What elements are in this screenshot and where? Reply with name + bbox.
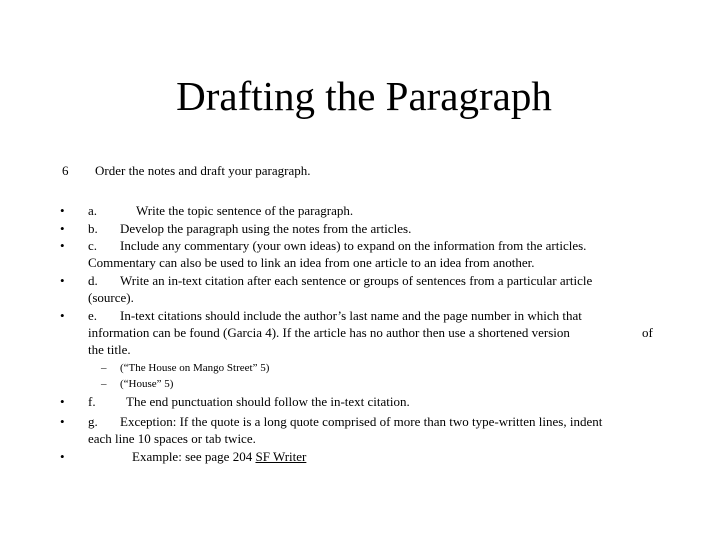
sub-item-2: (“House” 5) (120, 378, 174, 390)
item-e-line2-end: of (642, 325, 653, 340)
item-e-line3: the title. (88, 342, 131, 357)
sf-writer-link[interactable]: SF Writer (255, 449, 307, 464)
item-a-text: Write the topic sentence of the paragraph. (136, 203, 354, 218)
bullet: • (60, 238, 65, 253)
item-e-line2: information can be found (Garcia 4). If the article has no author then use a shortened version (88, 325, 570, 340)
item-b-text: Develop the paragraph using the notes from the articles. (120, 221, 412, 236)
item-e-line1: In-text citations should include the author’s last name and the page number in which that (120, 308, 582, 323)
bullet: • (60, 449, 65, 464)
slide-title: Drafting the Paragraph (176, 73, 552, 119)
bullet: • (60, 414, 65, 429)
item-b-label: b. (88, 221, 98, 236)
item-g-label: g. (88, 414, 98, 429)
bullet: • (60, 394, 65, 409)
item-d-line2: (source). (88, 290, 134, 305)
bullet: • (60, 203, 65, 218)
bullet: • (60, 221, 65, 236)
intro-number: 6 (62, 163, 69, 178)
sub-item-1: (“The House on Mango Street” 5) (120, 362, 270, 374)
example-line (132, 448, 306, 465)
item-c-line1: Include any commentary (your own ideas) to expand on the information from the articles. (120, 238, 587, 253)
item-f-label: f. (88, 394, 96, 409)
dash: – (101, 378, 107, 390)
bullet: • (60, 308, 65, 323)
intro-text: Order the notes and draft your paragraph. (95, 163, 311, 178)
dash: – (101, 362, 107, 374)
item-g-line2: each line 10 spaces or tab twice. (88, 431, 256, 446)
item-d-line1: Write an in-text citation after each sentence or groups of sentences from a particular article (120, 273, 593, 288)
item-a-label: a. (88, 203, 98, 218)
bullet: • (60, 273, 65, 288)
item-d-label: d. (88, 273, 98, 288)
item-f-text: The end punctuation should follow the in-text citation. (126, 394, 410, 409)
example-text: Example: see page 204 (132, 449, 253, 464)
item-e-label: e. (88, 308, 98, 323)
item-c-label: c. (88, 238, 98, 253)
item-g-line1: Exception: If the quote is a long quote comprised of more than two type-written lines, indent (120, 414, 603, 429)
item-c-line2: Commentary can also be used to link an idea from one article to an idea from another. (88, 255, 535, 270)
